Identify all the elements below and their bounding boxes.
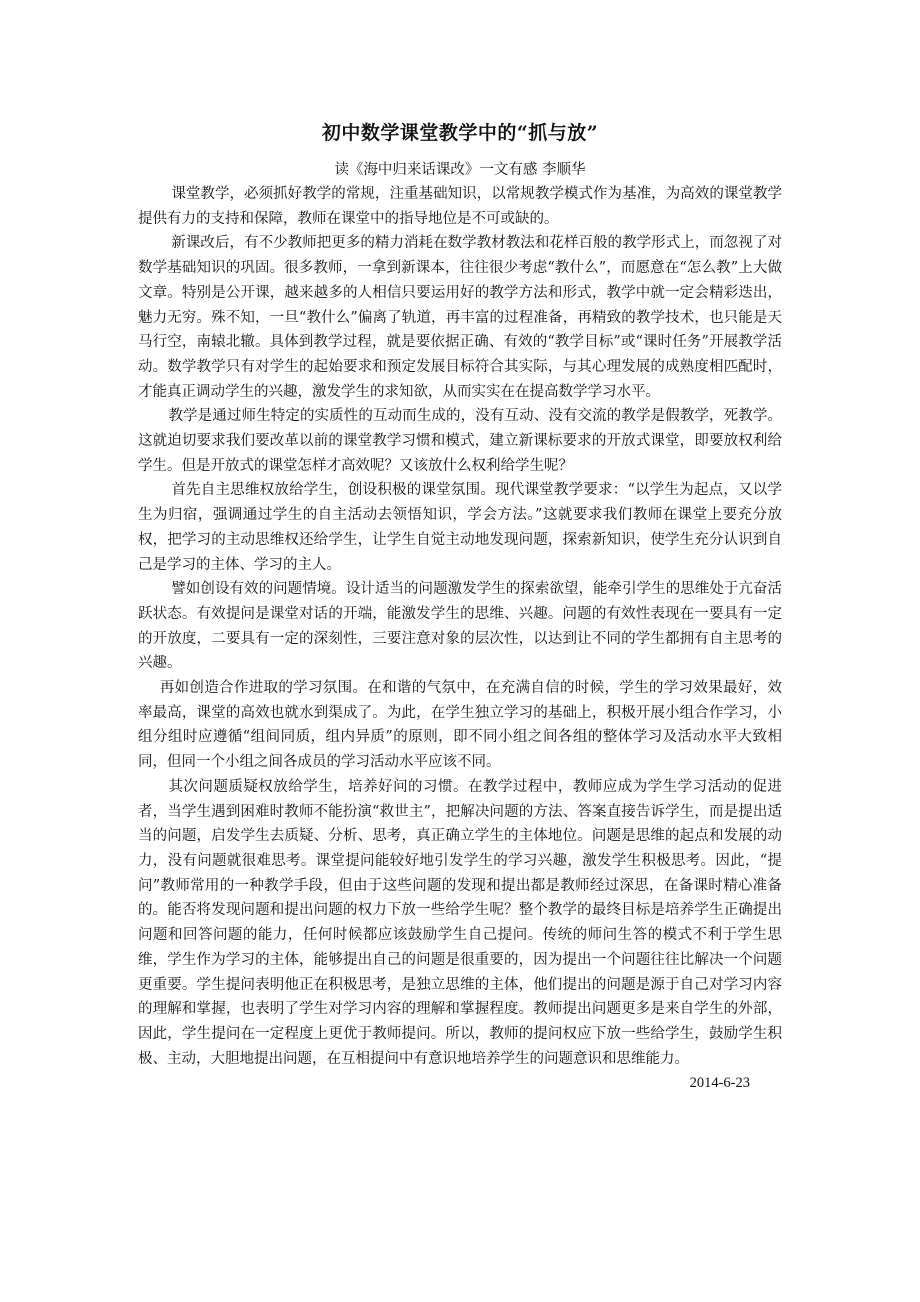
paragraph-1: 课堂教学，必须抓好教学的常规，注重基础知识，以常规教学模式作为基准，为高效的课堂教学提供有力的支持和保障，教师在课堂中的指导地位是不可或缺的。 — [138, 186, 782, 227]
document-title: 初中数学课堂教学中的“抓与放” — [321, 122, 599, 144]
paragraph-3: 教学是通过师生特定的实质性的互动而生成的，没有互动、没有交流的教学是假教学，死教学。这就迫切要求我们要改革以前的课堂教学习惯和模式，建立新课标要求的开放式课堂，即要放权利给学生。但是开放式的课堂怎样才高效呢？又该放什么权利给学生呢？ — [138, 408, 782, 474]
paragraph-4: 首先自主思维权放给学生，创设积极的课堂氛围。现代课堂教学要求：“以学生为起点，又以学生为归宿，强调通过学生的自主活动去领悟知识，学会方法。”这就要求我们教师在课堂上要充分放权，把学习的主动思维权还给学生，让学生自觉主动地发现问题，探索新知识，使学生充分认识到自己是学习的主体、学习的主人。 — [138, 482, 782, 573]
document-date: 2014-6-23 — [689, 1075, 750, 1092]
paragraph-5: 譬如创设有效的问题情境。设计适当的问题激发学生的探索欲望，能牵引学生的思维处于亢奋活跃状态。有效提问是课堂对话的开端，能激发学生的思维、兴趣。问题的有效性表现在一要具有一定的开放度，二要具有一定的深刻性，三要注意对象的层次性，以达到让不同的学生都拥有自主思考的兴趣。 — [138, 581, 782, 672]
paragraph-7: 其次问题质疑权放给学生，培养好问的习惯。在教学过程中，教师应成为学生学习活动的促进者，当学生遇到困难时教师不能扮演“救世主”，把解决问题的方法、答案直接告诉学生，而是提出适当的问题，启发学生去质疑、分析、思考，真正确立学生的主体地位。问题是思维的起点和发展的动力，没有问题就很难思考。课堂提问能较好地引发学生的学习兴趣，激发学生积极思考。因此，“提问”教师常用的一种教学手段，但由于这些问题的发现和提出都是教师经过深思，在备课时精心准备的。能否将发现问题和提出问题的权力下放一些给学生呢？整个教学的最终目标是培养学生正确提出问题和回答问题的能力，任何时候都应该鼓励学生自己提问。传统的师问生答的模式不利于学生思维，学生作为学习的主体，能够提出自己的问题是很重要的，因为提出一个问题往往比解决一个问题更重要。学生提问表明他正在积极思考，是独立思维的主体，他们提出的问题是源于自己对学习内容的理解和掌握，也表明了学生对学习内容的理解和掌握程度。教师提出问题更多是来自学生的外部，因此，学生提问在一定程度上更优于教师提问。所以，教师的提问权应下放一些给学生，鼓励学生积极、主动，大胆地提出问题，在互相提问中有意识地培养学生的问题意识和思维能力。 — [138, 778, 782, 1067]
paragraph-2: 新课改后，有不少教师把更多的精力消耗在数学教材教法和花样百般的教学形式上，而忽视了对数学基础知识的巩固。很多教师，一拿到新课本，往往很少考虑“教什么”，而愿意在“怎么教”上大做文章。特别是公开课，越来越多的人相信只要运用好的教学方法和形式，教学中就一定会精彩迭出，魅力无穷。殊不知，一旦“教什么”偏离了轨道，再丰富的过程准备，再精致的教学技术，也只能是天马行空，南辕北辙。具体到教学过程，就是要依据正确、有效的“教学目标”或“课时任务”开展教学活动。数学教学只有对学生的起始要求和预定发展目标符合其实际，与其心理发展的成熟度相匹配时，才能真正调动学生的兴趣，激发学生的求知欲，从而实实在在提高数学学习水平。 — [138, 235, 782, 400]
paragraph-6: 再如创造合作进取的学习氛围。在和谐的气氛中，在充满自信的时候，学生的学习效果最好，效率最高，课堂的高效也就水到渠成了。为此，在学生独立学习的基础上，积极开展小组合作学习，小组分组时应遵循“组间同质，组内异质”的原则，即不同小组之间各组的整体学习及活动水平大致相同，但同一个小组之间各成员的学习活动水平应该不同。 — [138, 680, 782, 771]
document-page — [138, 118, 782, 1095]
document-subtitle: 读《海中归来话课改》一文有感 李顺华 — [334, 162, 586, 178]
